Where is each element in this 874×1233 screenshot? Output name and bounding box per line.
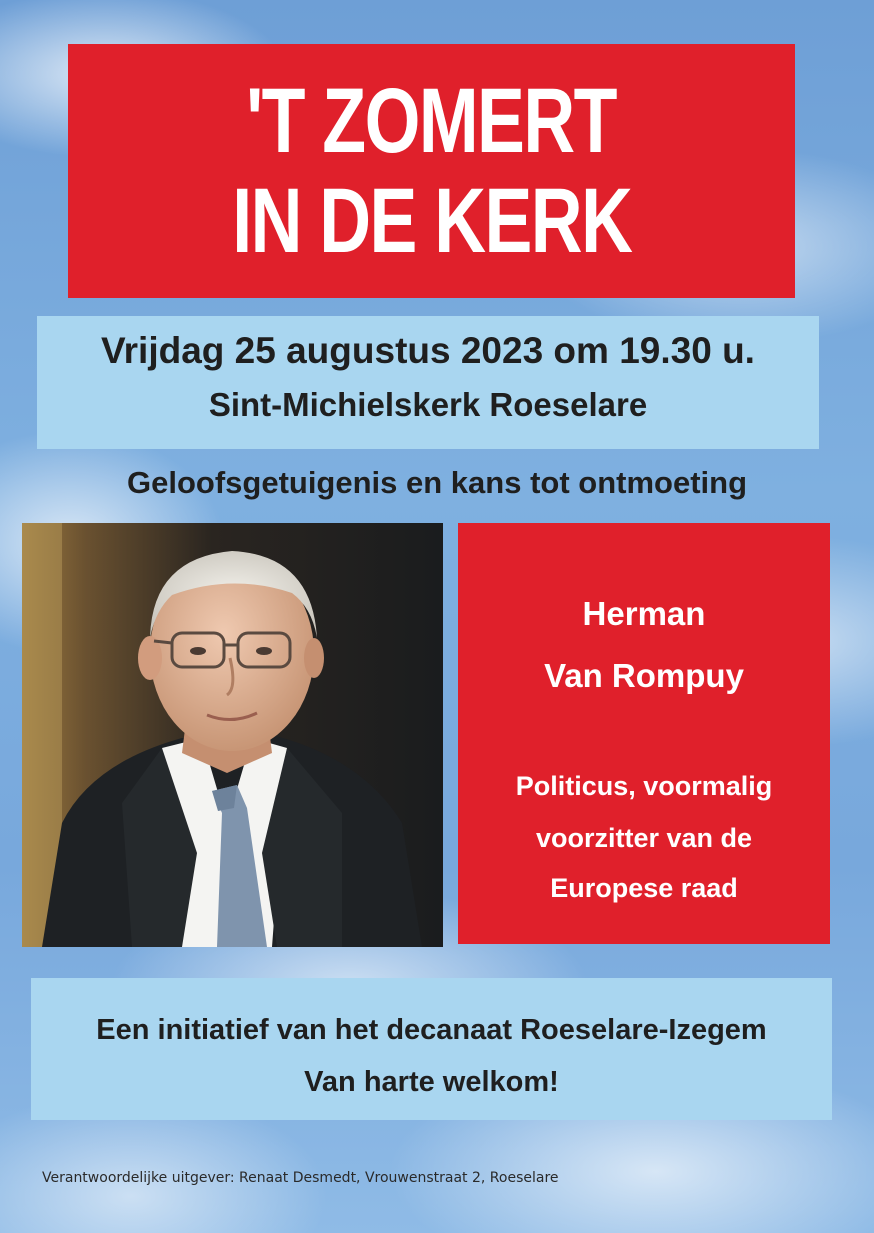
speaker-role-line-3: Europese raad bbox=[550, 873, 738, 903]
tagline: Geloofsgetuigenis en kans tot ontmoeting bbox=[126, 465, 748, 500]
title-line-1: 'T ZOMERT bbox=[246, 70, 617, 172]
footer-box bbox=[31, 978, 832, 1120]
event-info-box bbox=[37, 316, 819, 449]
publisher-notice: Verantwoordelijke uitgever: Renaat Desmedt, Vrouwenstraat 2, Roeselare bbox=[42, 1170, 559, 1186]
speaker-photo bbox=[22, 523, 443, 947]
welcome-line: Van harte welkom! bbox=[304, 1066, 559, 1098]
title-banner bbox=[68, 44, 795, 298]
organizer-line: Een initiatief van het decanaat Roeselare-Izegem bbox=[96, 1014, 767, 1046]
speaker-info-box bbox=[458, 523, 830, 944]
speaker-first-name: Herman bbox=[582, 595, 706, 632]
speaker-role-line-2: voorzitter van de bbox=[535, 823, 753, 853]
event-location: Sint-Michielskerk Roeselare bbox=[208, 386, 648, 423]
title-line-2: IN DE KERK bbox=[231, 170, 632, 272]
event-date-time: Vrijdag 25 augustus 2023 om 19.30 u. bbox=[101, 330, 755, 371]
speaker-last-name: Van Rompuy bbox=[544, 657, 744, 694]
speaker-role-line-1: Politicus, voormalig bbox=[515, 771, 773, 801]
